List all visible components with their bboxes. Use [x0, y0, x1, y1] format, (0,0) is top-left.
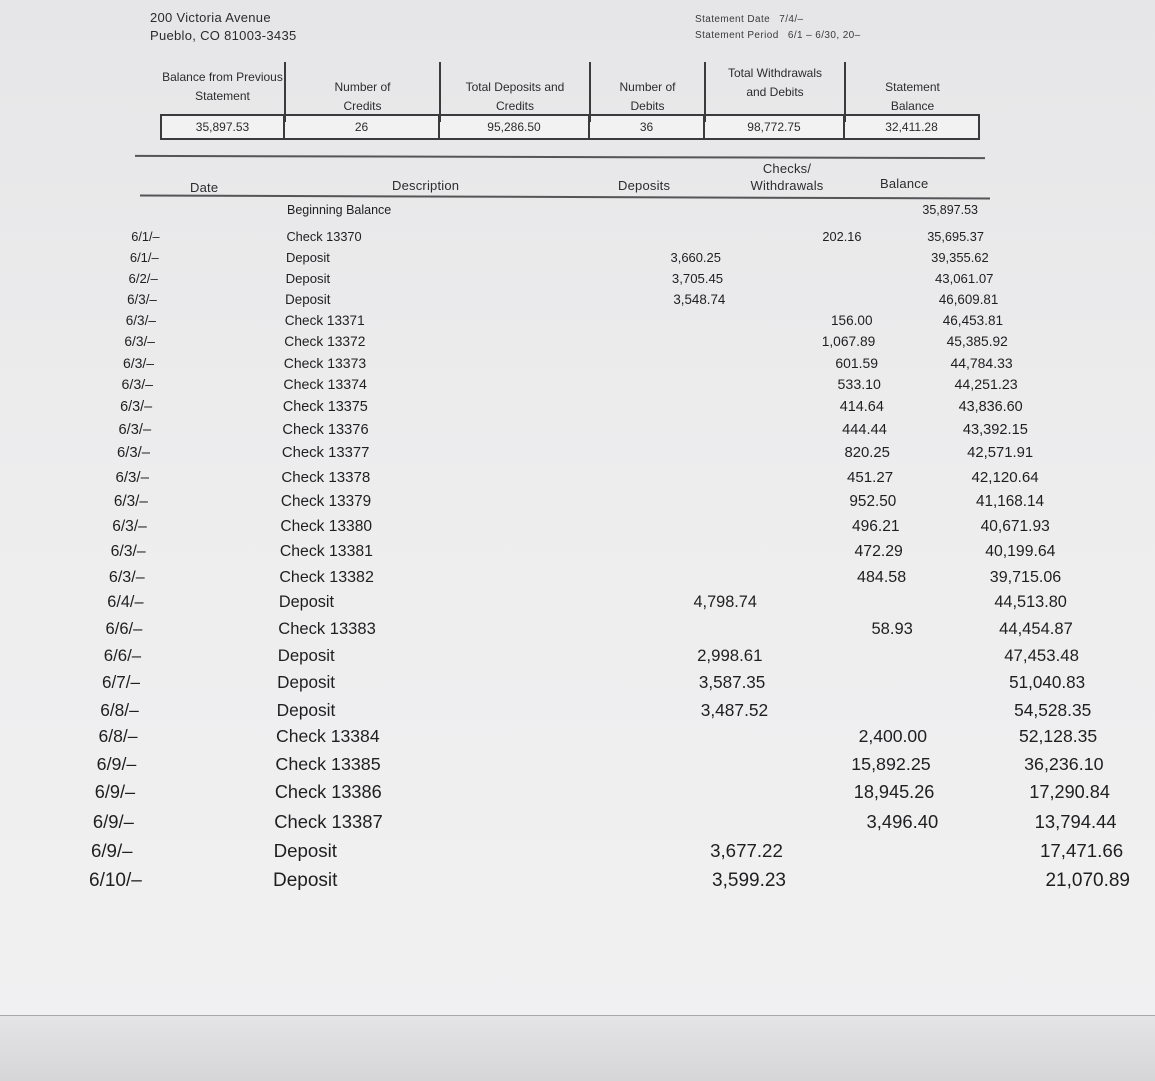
table-row	[0, 840, 1155, 864]
statement-period	[695, 30, 861, 41]
row-description: Check 13375	[282, 399, 368, 415]
row-description: Check 13373	[283, 355, 367, 371]
summary-label: Number of Debits	[619, 80, 676, 113]
row-withdrawal: 820.25	[844, 445, 890, 461]
row-balance: 54,528.35	[1014, 700, 1092, 720]
row-deposit: 2,998.61	[697, 646, 763, 665]
row-description: Check 13377	[281, 445, 370, 461]
table-row	[0, 543, 1155, 567]
row-description: Deposit	[276, 700, 336, 720]
column-header-description: Description	[392, 178, 460, 193]
row-balance: 43,392.15	[962, 422, 1028, 438]
summary-value: 32,411.28	[845, 114, 980, 140]
row-description: Deposit	[273, 840, 337, 861]
row-date: 6/9/–	[96, 754, 137, 774]
row-date: 6/9/–	[90, 840, 133, 861]
row-description: Deposit	[286, 250, 330, 265]
row-withdrawal: 414.64	[839, 399, 884, 415]
summary-statement-balance	[845, 60, 980, 144]
row-date: 6/3/–	[110, 543, 146, 560]
row-balance: 17,471.66	[1040, 840, 1124, 861]
row-balance: 45,385.92	[946, 334, 1008, 349]
address-line-1: 200 Victoria Avenue	[150, 10, 271, 25]
table-row	[0, 646, 1155, 670]
row-balance: 13,794.44	[1034, 811, 1117, 832]
row-date: 6/9/–	[92, 811, 134, 832]
row-balance: 47,453.48	[1004, 646, 1079, 665]
row-description: Deposit	[277, 673, 336, 692]
table-row	[0, 870, 1155, 894]
row-date: 6/8/–	[98, 726, 138, 746]
row-balance: 40,199.64	[985, 543, 1056, 560]
row-date: 6/3/–	[112, 518, 147, 535]
row-description: Check 13376	[282, 422, 369, 438]
row-deposit: 4,798.74	[693, 593, 757, 611]
desk-surface	[0, 1015, 1155, 1081]
column-header-withdrawals: Checks/ Withdrawals	[750, 161, 824, 193]
row-withdrawal: 484.58	[857, 568, 907, 586]
summary-divider	[704, 62, 706, 122]
row-balance: 52,128.35	[1018, 726, 1098, 746]
row-description: Check 13383	[278, 619, 376, 638]
row-balance: 41,168.14	[975, 493, 1045, 510]
row-description: Check 13374	[283, 377, 367, 393]
row-balance: 44,454.87	[999, 619, 1073, 638]
table-row	[0, 469, 1155, 493]
row-balance: 42,120.64	[971, 469, 1039, 486]
row-balance: 44,513.80	[994, 593, 1067, 611]
summary-value: 95,286.50	[440, 114, 590, 140]
row-date: 6/3/–	[125, 313, 156, 328]
row-description: Check 13378	[281, 469, 371, 486]
summary-value: 36	[590, 114, 705, 140]
row-deposit: 3,660.25	[670, 250, 721, 265]
table-row	[0, 673, 1155, 697]
row-withdrawal: 496.21	[851, 518, 900, 535]
row-description: Check 13382	[279, 568, 374, 586]
summary-divider	[589, 62, 591, 122]
row-description: Beginning Balance	[287, 203, 392, 217]
summary-label: Number of Credits	[334, 80, 391, 113]
statement-date-value: 7/4/–	[779, 14, 804, 25]
summary-number-of-debits	[590, 60, 705, 144]
row-date: 6/1/–	[131, 229, 160, 244]
row-deposit: 3,705.45	[671, 271, 724, 286]
row-balance: 46,609.81	[938, 292, 999, 307]
row-balance: 43,836.60	[958, 399, 1023, 415]
row-date: 6/3/–	[108, 568, 145, 586]
row-date: 6/3/–	[117, 445, 151, 461]
row-date: 6/3/–	[124, 334, 155, 349]
row-withdrawal: 451.27	[846, 469, 894, 486]
row-description: Check 13386	[274, 782, 382, 802]
row-withdrawal: 533.10	[837, 377, 881, 393]
summary-previous-balance	[160, 60, 285, 144]
summary-label: Total Withdrawals and Debits	[727, 66, 823, 99]
row-description: Check 13372	[284, 334, 366, 349]
row-balance: 40,671.93	[980, 518, 1050, 535]
row-date: 6/3/–	[118, 422, 152, 438]
statement-date	[695, 14, 804, 25]
row-withdrawal: 18,945.26	[853, 782, 935, 802]
row-description: Check 13385	[275, 754, 381, 774]
row-date: 6/10/–	[89, 870, 142, 891]
summary-label: Statement Balance	[885, 80, 940, 113]
row-description: Check 13387	[274, 811, 383, 832]
table-row	[0, 726, 1155, 750]
statement-period-value: 6/1 – 6/30, 20–	[787, 30, 861, 41]
row-balance: 35,897.53	[922, 203, 978, 217]
row-date: 6/8/–	[100, 700, 139, 720]
summary-value: 35,897.53	[160, 114, 285, 140]
row-balance: 44,251.23	[954, 377, 1018, 393]
row-withdrawal: 3,496.40	[866, 811, 939, 832]
row-withdrawal: 472.29	[854, 543, 903, 560]
column-header-date: Date	[190, 180, 219, 195]
row-deposit: 3,487.52	[700, 700, 769, 720]
row-withdrawal: 156.00	[831, 313, 873, 328]
table-row	[0, 754, 1155, 778]
table-row	[0, 355, 1155, 379]
row-date: 6/3/–	[127, 292, 157, 307]
summary-label: Total Deposits and Credits	[465, 80, 565, 113]
row-balance: 36,236.10	[1024, 754, 1104, 774]
table-row	[0, 811, 1155, 835]
row-withdrawal: 2,400.00	[858, 726, 927, 746]
table-row	[0, 568, 1155, 592]
row-withdrawal: 58.93	[871, 619, 913, 638]
table-row	[0, 493, 1155, 517]
row-description: Deposit	[278, 593, 335, 611]
row-balance: 17,290.84	[1029, 782, 1110, 802]
row-balance: 43,061.07	[934, 271, 994, 286]
summary-value: 98,772.75	[705, 114, 845, 140]
summary-divider	[844, 62, 846, 122]
column-header-balance: Balance	[880, 176, 929, 191]
row-balance: 39,355.62	[931, 250, 989, 265]
row-withdrawal: 15,892.25	[851, 754, 931, 774]
row-date: 6/3/–	[113, 493, 148, 510]
table-row	[0, 377, 1155, 401]
row-date: 6/3/–	[121, 377, 154, 393]
summary-divider	[439, 62, 441, 122]
row-date: 6/3/–	[122, 355, 155, 371]
row-date: 6/7/–	[101, 673, 140, 692]
row-description: Check 13381	[279, 543, 373, 560]
account-summary	[160, 60, 980, 144]
row-description: Deposit	[273, 870, 338, 891]
table-row	[0, 782, 1155, 806]
row-balance: 44,784.33	[950, 355, 1013, 371]
row-withdrawal: 952.50	[849, 493, 897, 510]
row-description: Check 13370	[286, 229, 362, 244]
table-row	[0, 203, 1155, 227]
table-row	[0, 445, 1155, 469]
statement-date-label: Statement Date	[695, 14, 771, 25]
summary-total-withdrawals	[705, 60, 845, 144]
row-date: 6/3/–	[120, 399, 153, 415]
row-balance: 51,040.83	[1009, 673, 1086, 692]
row-balance: 39,715.06	[989, 568, 1062, 586]
row-date: 6/6/–	[105, 619, 143, 638]
row-date: 6/6/–	[103, 646, 142, 665]
row-description: Deposit	[285, 271, 331, 286]
row-balance: 21,070.89	[1045, 870, 1130, 891]
summary-label: Balance from Previous Statement	[162, 70, 283, 103]
row-description: Check 13380	[280, 518, 372, 535]
row-balance: 35,695.37	[927, 229, 984, 244]
summary-number-of-credits	[285, 60, 440, 144]
row-date: 6/4/–	[107, 593, 144, 611]
row-deposit: 3,677.22	[710, 840, 783, 861]
table-row	[0, 619, 1155, 643]
row-date: 6/1/–	[129, 250, 159, 265]
row-deposit: 3,599.23	[712, 870, 786, 891]
row-date: 6/3/–	[115, 469, 149, 486]
row-description: Check 13371	[284, 313, 365, 328]
summary-divider	[284, 62, 286, 122]
row-date: 6/9/–	[94, 782, 136, 802]
table-row	[0, 399, 1155, 423]
row-description: Deposit	[285, 292, 331, 307]
summary-value: 26	[285, 114, 440, 140]
table-row	[0, 518, 1155, 542]
column-header-deposits: Deposits	[618, 178, 671, 193]
summary-total-deposits	[440, 60, 590, 144]
table-row	[0, 422, 1155, 446]
table-row	[0, 593, 1155, 617]
row-withdrawal: 601.59	[835, 355, 879, 371]
row-withdrawal: 1,067.89	[821, 334, 876, 349]
row-balance: 46,453.81	[942, 313, 1004, 328]
row-withdrawal: 202.16	[822, 229, 862, 244]
row-description: Deposit	[277, 646, 335, 665]
row-date: 6/2/–	[128, 271, 158, 286]
row-withdrawal: 444.44	[842, 422, 887, 438]
statement-period-label: Statement Period	[695, 30, 779, 41]
row-deposit: 3,548.74	[673, 292, 726, 307]
row-description: Check 13379	[280, 493, 372, 510]
row-deposit: 3,587.35	[698, 673, 766, 692]
row-description: Check 13384	[276, 726, 380, 746]
table-row	[0, 700, 1155, 724]
address-line-2: Pueblo, CO 81003-3435	[150, 28, 297, 43]
row-balance: 42,571.91	[967, 445, 1034, 461]
